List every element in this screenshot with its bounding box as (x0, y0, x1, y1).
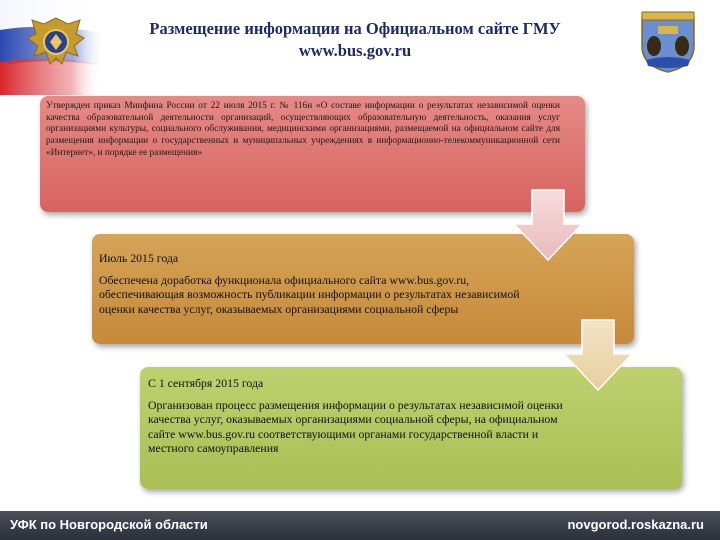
page-title (120, 18, 590, 62)
step-box-1 (40, 96, 585, 212)
step-1-text: Утвержден приказ Минфина России от 22 июля 2015 г. № 116н «О составе информации о результатах независимой оценки качества образовательной деятельности организаций, осуществляющих образовательную деятельность, оказания услуг организациями культуры, социального обслуживания, медицинскими организациями, размещаемой на официальном сайте для размещения информации о государственных и муниципальных учреждениях в информационно-телекоммуникационной сети «Интернет», и порядке ее размещения» (46, 101, 560, 158)
step-2-date: Июль 2015 года (99, 251, 179, 265)
title-line-2: www.bus.gov.ru (298, 41, 412, 60)
step-2-text: Обеспечена доработка функционала официального сайта www.bus.gov.ru, обеспечивающая возможность публикации информации о результатах независимой оценки качества услуг, оказываемых организациями социальной сферы (99, 272, 520, 316)
footer-bar (0, 511, 720, 540)
step-3-text: Организован процесс размещения информации о результатах независимой оценки качества услуг, оказываемых организациями социальной сферы, на официальном сайте www.bus.gov.ru соответствующими органами государственной власти и местного самоуправления (148, 397, 563, 455)
down-arrow-icon (562, 318, 634, 392)
footer-organization: УФК по Новгородской области (10, 517, 208, 532)
ministry-emblem-icon (24, 12, 88, 76)
footer-website-link[interactable]: novgorod.roskazna.ru (567, 517, 704, 532)
step-3-date: С 1 сентября 2015 года (148, 376, 264, 390)
down-arrow-icon (512, 188, 584, 262)
novgorod-coat-of-arms-icon (638, 8, 698, 74)
title-line-1: Размещение информации на Официальном сайте ГМУ (149, 19, 561, 38)
